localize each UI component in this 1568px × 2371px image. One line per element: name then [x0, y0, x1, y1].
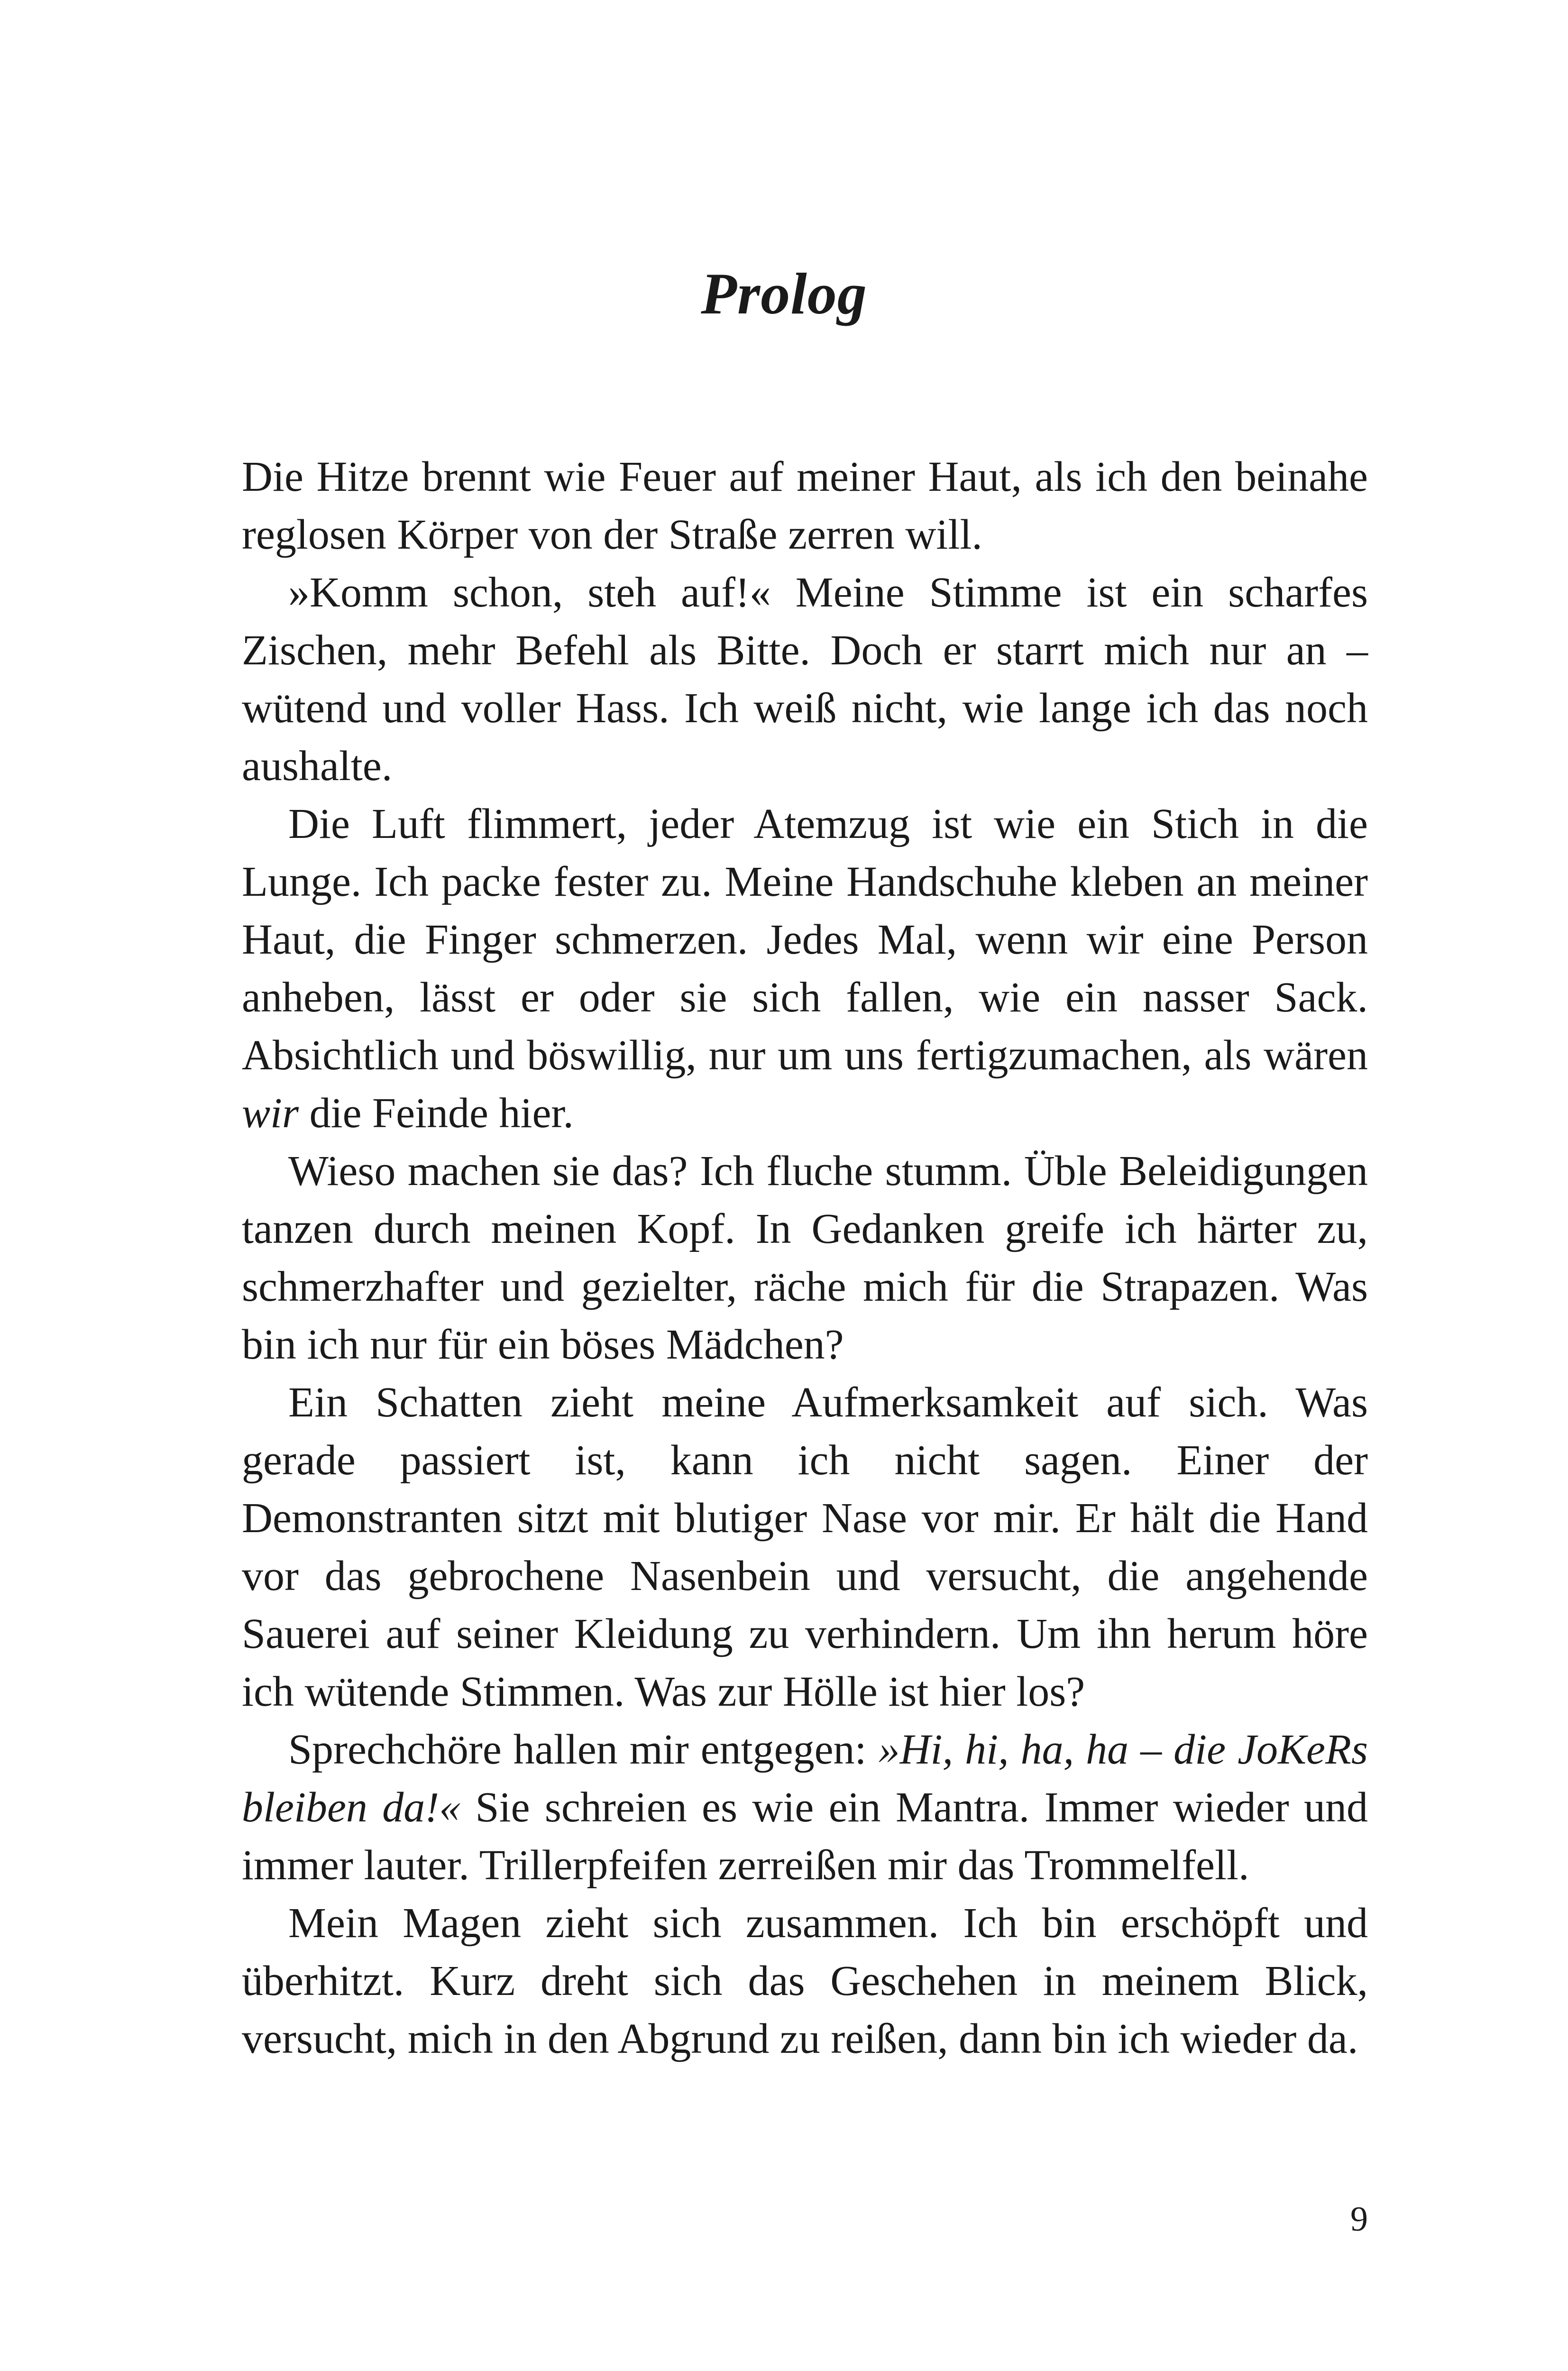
- paragraph: »Komm schon, steh auf!« Meine Stimme ist ein scharfes Zischen, mehr Befehl als Bitte. Doch er starrt mich nur an – wütend und voller Hass. Ich weiß nicht, wie lange ich das noch aushalte.: [242, 569, 1368, 790]
- chant-quote: »Hi, hi, ha, ha – die JoKeRs bleiben da!«: [242, 1726, 1368, 1831]
- paragraph: Ein Schatten zieht meine Aufmerksamkeit auf sich. Was gerade passiert ist, kann ich nicht sagen. Einer der Demonstranten sitzt mit blutiger Nase vor mir. Er hält die Hand vor das gebrochene Nasenbein und versucht, die angehende Sauerei auf seiner Kleidung zu verhindern. Um ihn herum höre ich wütende Stimmen. Was zur Hölle ist hier los?: [242, 1379, 1368, 1715]
- paragraph: Sprechchöre hallen mir entgegen: »Hi, hi, ha, ha – die JoKeRs bleiben da!« Sie schreien es wie ein Mantra. Immer wieder und immer lauter. Trillerpfeifen zerreißen mir das Trommelfell.: [242, 1726, 1368, 1889]
- paragraph: Mein Magen zieht sich zusammen. Ich bin erschöpft und überhitzt. Kurz dreht sich das Geschehen in meinem Blick, versucht, mich in den Abgrund zu reißen, dann bin ich wieder da.: [242, 1900, 1368, 2062]
- paragraph: Die Luft flimmert, jeder Atemzug ist wie ein Stich in die Lunge. Ich packe fester zu. Meine Handschuhe kleben an meiner Haut, die Finger schmerzen. Jedes Mal, wenn wir eine Person anheben, lässt er oder sie sich fallen, wie ein nasser Sack. Absichtlich und böswillig, nur um uns fertigzumachen, als wären wir die Feinde hier.: [242, 800, 1368, 1137]
- emphasized-word: wir: [242, 1090, 299, 1137]
- page-number: 9: [1350, 2200, 1368, 2239]
- paragraph: Wieso machen sie das? Ich fluche stumm. Üble Beleidigungen tanzen durch meinen Kopf. In Gedanken greife ich härter zu, schmerzhafter und gezielter, räche mich für die Strapazen. Was bin ich nur für ein böses Mädchen?: [242, 1148, 1368, 1368]
- paragraph: Die Hitze brennt wie Feuer auf meiner Haut, als ich den beinahe reglosen Körper von der Straße zerren will.: [242, 453, 1368, 558]
- chapter-body: [242, 448, 1368, 2068]
- chapter-title: Prolog: [701, 261, 867, 326]
